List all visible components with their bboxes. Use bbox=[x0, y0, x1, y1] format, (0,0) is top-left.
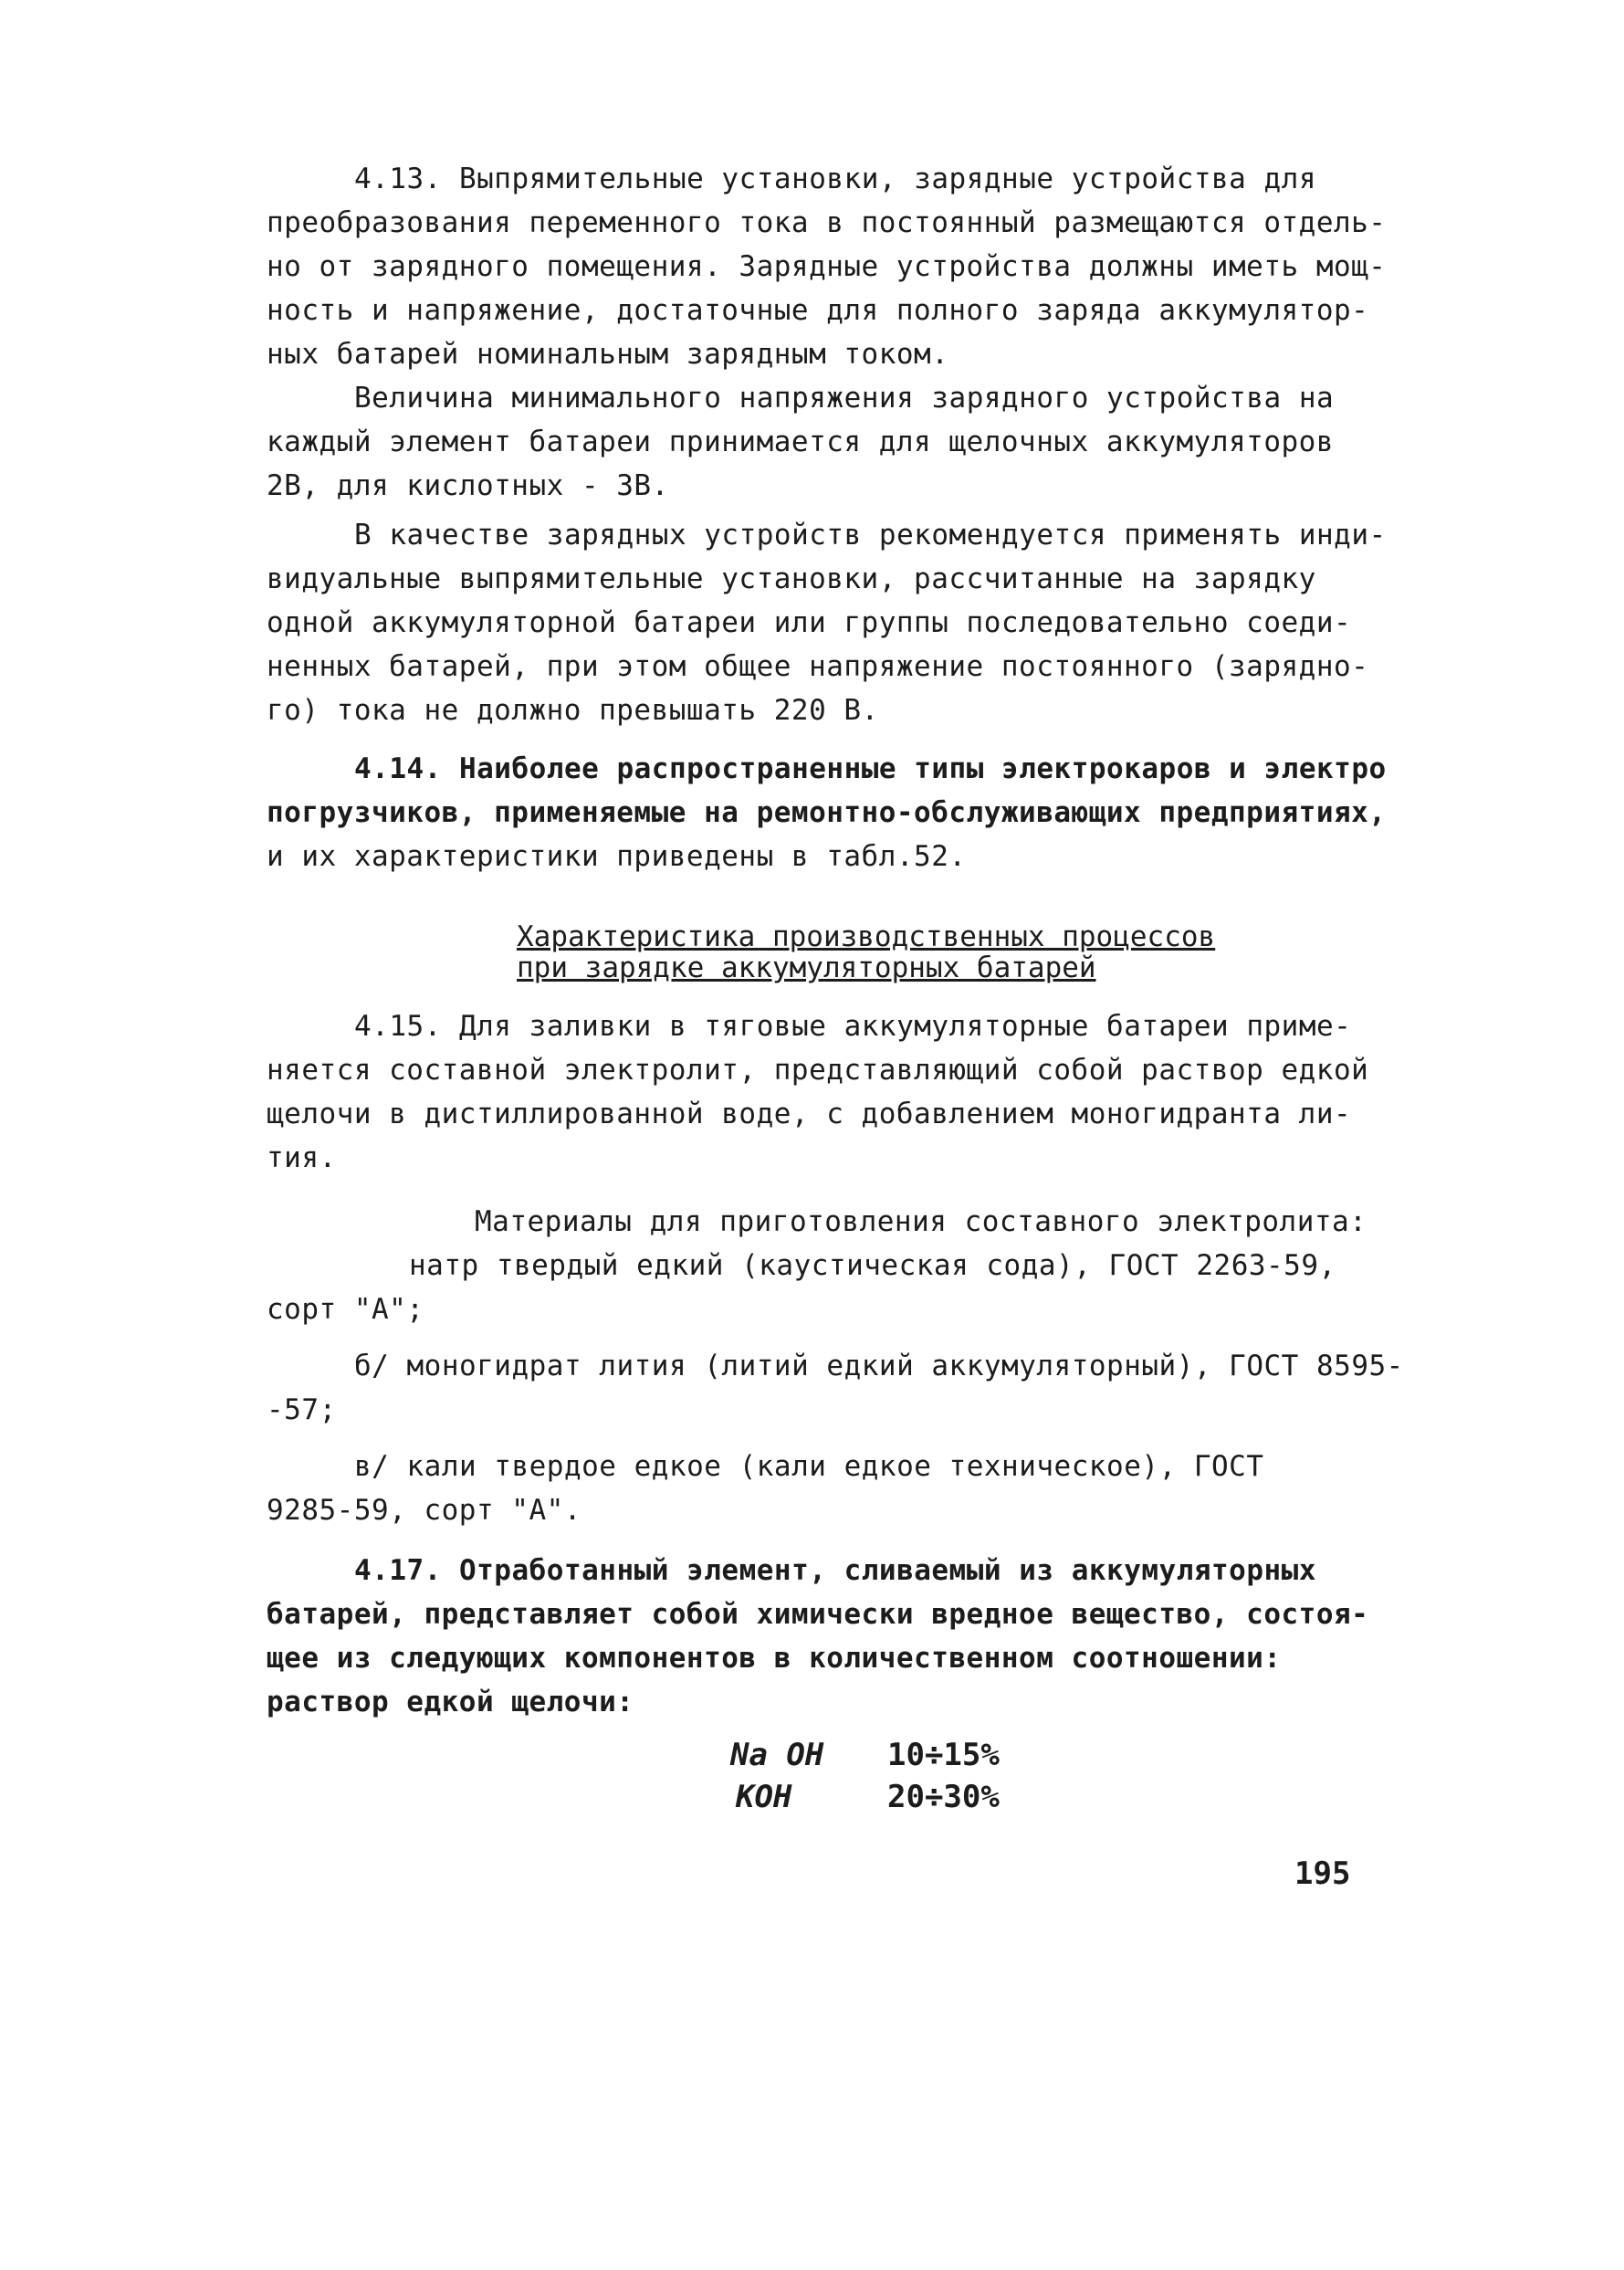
text-line: няется составной электролит, представляющий собой раствор едкой bbox=[267, 1054, 1369, 1087]
text-line: ных батарей номинальным зарядным током. bbox=[267, 338, 949, 371]
text-line: ненных батарей, при этом общее напряжение постоянного (зарядно- bbox=[267, 650, 1369, 683]
text-line: но от зарядного помещения. Зарядные устройства должны иметь мощ- bbox=[267, 250, 1387, 283]
formula-compound: KOH bbox=[736, 1779, 792, 1815]
text-line: и их характеристики приведены в табл.52. bbox=[267, 840, 967, 873]
text-line: 9285-59, сорт "А". bbox=[267, 1494, 581, 1527]
formula-compound: Na OH bbox=[730, 1737, 824, 1773]
page-number: 195 bbox=[1294, 1855, 1351, 1892]
text-line: натр твердый едкий (каустическая сода), ГОСТ 2263-59, bbox=[409, 1249, 1336, 1282]
section-heading: Характеристика производственных процессов bbox=[517, 920, 1216, 953]
text-line: сорт "А"; bbox=[267, 1293, 424, 1326]
text-line: В качестве зарядных устройств рекомендуется применять инди- bbox=[354, 519, 1387, 552]
text-line: -57; bbox=[267, 1393, 337, 1426]
text-line: преобразования переменного тока в постоянный размещаются отдель- bbox=[267, 206, 1387, 239]
text-line: 4.13. Выпрямительные установки, зарядные устройства для bbox=[354, 163, 1316, 195]
text-line: в/ кали твердое едкое (кали едкое техническое), ГОСТ bbox=[354, 1450, 1264, 1483]
text-line: раствор едкой щелочи: bbox=[267, 1686, 634, 1718]
text-line: одной аккумуляторной батареи или группы последовательно соеди- bbox=[267, 606, 1352, 639]
text-line: Материалы для приготовления составного электролита: bbox=[475, 1205, 1367, 1238]
formula-range: 10÷15% bbox=[887, 1737, 1000, 1773]
text-line: б/ моногидрат лития (литий едкий аккумуляторный), ГОСТ 8595- bbox=[354, 1350, 1404, 1382]
text-line: щелочи в дистиллированной воде, с добавлением моногидранта ли- bbox=[267, 1098, 1352, 1130]
text-line: 4.17. Отработанный элемент, сливаемый из аккумуляторных bbox=[354, 1554, 1316, 1587]
section-heading: при зарядке аккумуляторных батарей bbox=[517, 951, 1096, 984]
text-line: видуальные выпрямительные установки, рассчитанные на зарядку bbox=[267, 562, 1316, 595]
text-line: тия. bbox=[267, 1141, 337, 1174]
text-line: 4.14. Наиболее распространенные типы электрокаров и электро bbox=[354, 752, 1387, 785]
formula-range: 20÷30% bbox=[887, 1779, 1000, 1815]
text-line: 2В, для кислотных - 3В. bbox=[267, 469, 669, 502]
text-line: Величина минимального напряжения зарядного устройства на bbox=[354, 382, 1335, 415]
text-line: 4.15. Для заливки в тяговые аккумуляторные батареи приме- bbox=[354, 1010, 1352, 1043]
text-line: щее из следующих компонентов в количественном соотношении: bbox=[267, 1642, 1282, 1675]
text-line: каждый элемент батареи принимается для щелочных аккумуляторов bbox=[267, 426, 1334, 458]
text-line: погрузчиков, применяемые на ремонтно-обслуживающих предприятиях, bbox=[267, 796, 1387, 829]
text-line: ность и напряжение, достаточные для полного заряда аккумулятор- bbox=[267, 294, 1369, 327]
text-line: батарей, представляет собой химически вредное вещество, состоя- bbox=[267, 1598, 1369, 1631]
text-line: го) тока не должно превышать 220 В. bbox=[267, 694, 879, 727]
